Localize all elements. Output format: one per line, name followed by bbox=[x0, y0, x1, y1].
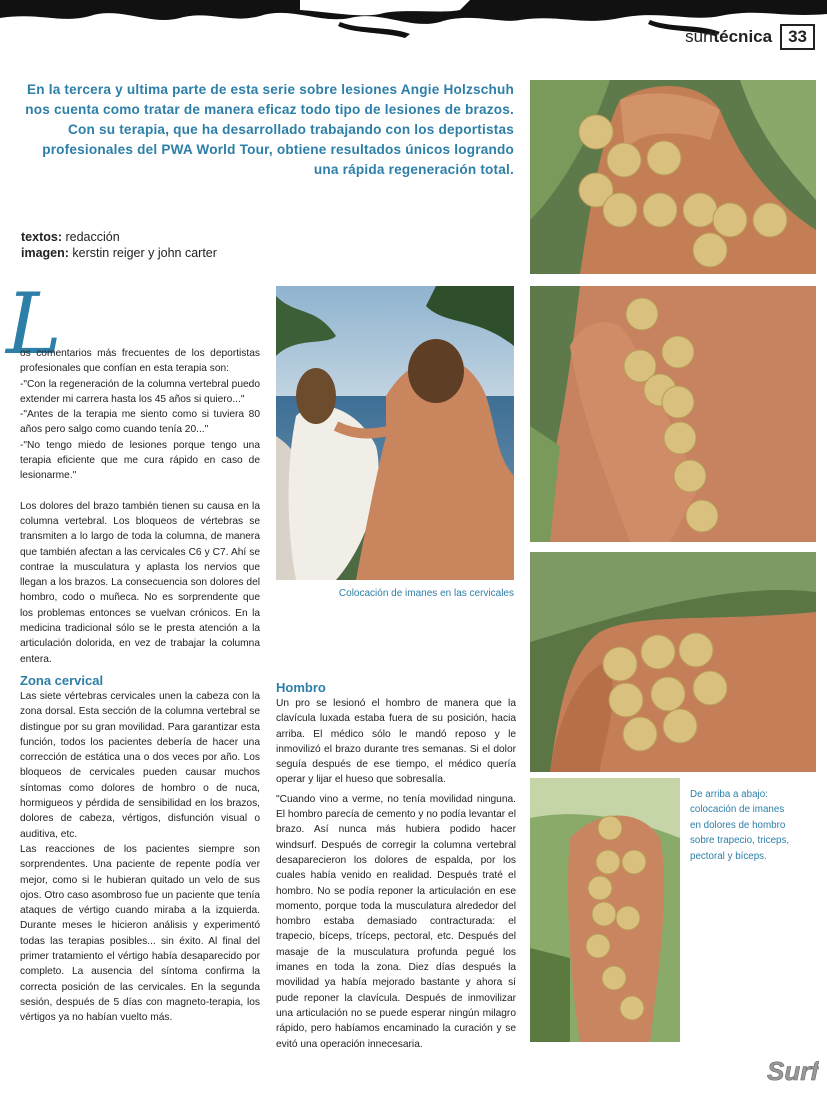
caption-cervical: Colocación de imanes en las cervicales bbox=[338, 588, 514, 599]
article-paragraph: Los dolores del brazo también tienen su causa en la columna vertebral. Los bloqueos de vértebras se transmiten a lo largo de toda la columna, de manera que también afectan a las cervicales C6 y C7. Ahí se contrae la musculatura y aplasta los nervios que llegan a los brazos. La consecuencia son dolores del hombro, codo o muñeca. No es sorprendente que los problemas entonces se vuelvan crónicos. En la medicina tradicional sólo se le presta atención a la articulación dolorida, en vez de trabajar la columna entera. bbox=[20, 500, 260, 665]
page-header bbox=[685, 24, 815, 50]
article-quote: -"Con la regeneración de la columna vertebral puedo extender mi carrera hasta los 45 años si quiero..." bbox=[20, 378, 260, 405]
svg-text:Surf: Surf bbox=[767, 1056, 819, 1086]
heading-zona-cervical: Zona cervical bbox=[20, 672, 104, 688]
photo-biceps bbox=[530, 778, 680, 1042]
article-paragraph: "Cuando vino a verme, no tenía movilidad ninguna. El hombro parecía de cemento y no podía levantar el brazo. Así nunca más hubiera podido hacer windsurf. Después de corregir la columna vertebral desaparecieron los dolores de espalda, por los cuales había venido en realidad. Después traté el hombro. No se podía reponer la articulación en ese momento, porque toda la musculatura alrededor del hombro estaba demasiado contracturada: el trapecio, bíceps, tríceps, pectoral, etc. Después del masaje de la musculatura profunda pegué los imanes en toda la zona. Diez días después la movilidad ya había mejorado bastante y ahora sí pude reponer la clavícula. Después de inmovilizar una articulación no se puede esperar ningún milagro rápido, pero habíamos encaminado la curación y se evitó una operación innecesaria. bbox=[276, 793, 516, 1050]
caption-series: De arriba a abajo: colocación de imanes en dolores de hombro sobre trapecio, triceps, pectoral y bíceps. bbox=[690, 789, 790, 862]
photo-triceps bbox=[530, 286, 816, 542]
surf-logo bbox=[765, 1052, 819, 1088]
credits bbox=[21, 229, 217, 261]
image-value: kerstin reiger y john carter bbox=[72, 246, 217, 260]
heading-hombro: Hombro bbox=[276, 680, 326, 695]
article-paragraph: Las reacciones de los pacientes siempre son sorprendentes. Una paciente de repente podía ver mejor, como si le hubieran quitado un velo de sus ojos. Otro caso asombroso fue un paciente que tenía ataques de vértigo cuando miraba a la izquierda. Durante meses le hicieron análisis y experimentó todas las terapias posibles... sin éxito. Al final del primer tratamiento el vértigo había desaparecido por completo. La ausencia del síntoma confirma la correcta posición de las cervicales. En la segunda sesión, después de 5 días con magneto-terapia, los vértigos ya no habían vuelto más. bbox=[20, 843, 260, 1024]
image-label: imagen: bbox=[21, 246, 69, 260]
photo-trapecio bbox=[530, 80, 816, 274]
texts-label: textos: bbox=[21, 230, 62, 244]
article-paragraph: os comentarios más frecuentes de los deportistas profesionales que confían en esta terapia son: bbox=[20, 348, 260, 375]
article-paragraph: Las siete vértebras cervicales unen la cabeza con la zona dorsal. Esta sección de la columna vertebral se distingue por su gran movilidad. Para garantizar esta función, todos los pacientes debería de hacer una corrección de estática una o dos veces por año. Los bloqueos de cervicales pueden causar muchos síntomas como dolores de hombro o de nuca, hormigueos y pérdida de sensibilidad en los brazos, dolores de cabeza, vértigos, disfunción visual o auditiva, etc. bbox=[20, 690, 260, 840]
intro-paragraph: En la tercera y ultima parte de esta serie sobre lesiones Angie Holzschuh nos cuenta como tratar de manera eficaz todo tipo de lesiones de brazos. Con su terapia, que ha desarrollado trabajando con los deportistas profesionales del PWA World Tour, obtiene resultados únicos logrando una rápida regeneración total. bbox=[25, 82, 514, 177]
drop-cap: L bbox=[6, 275, 62, 373]
section-label: surftécnica bbox=[685, 27, 773, 46]
photo-cervical-treatment bbox=[276, 286, 514, 580]
photo-pectoral bbox=[530, 552, 816, 772]
article-paragraph: Un pro se lesionó el hombro de manera que la clavícula luxada estaba fuera de su posición, hacia arriba. El médico sólo le mandó reposo y le inmovilizó el brazo durante tres semanas. Si el dolor seguía después de ese tiempo, el médico quería operar y lijar el hueso que sobresalía. bbox=[276, 698, 516, 786]
article-quote: -"Antes de la terapia me siento como si tuviera 80 años pero salgo como cuando tenía 20..." bbox=[20, 409, 260, 436]
article-quote: -"No tengo miedo de lesiones porque tengo una terapia eficiente que me cura rápido en caso de lesionarme." bbox=[20, 439, 260, 482]
texts-value: redacción bbox=[65, 230, 120, 244]
page-number: 33 bbox=[780, 24, 815, 50]
article-column-1 bbox=[20, 346, 260, 1025]
article-column-2 bbox=[276, 680, 516, 1052]
